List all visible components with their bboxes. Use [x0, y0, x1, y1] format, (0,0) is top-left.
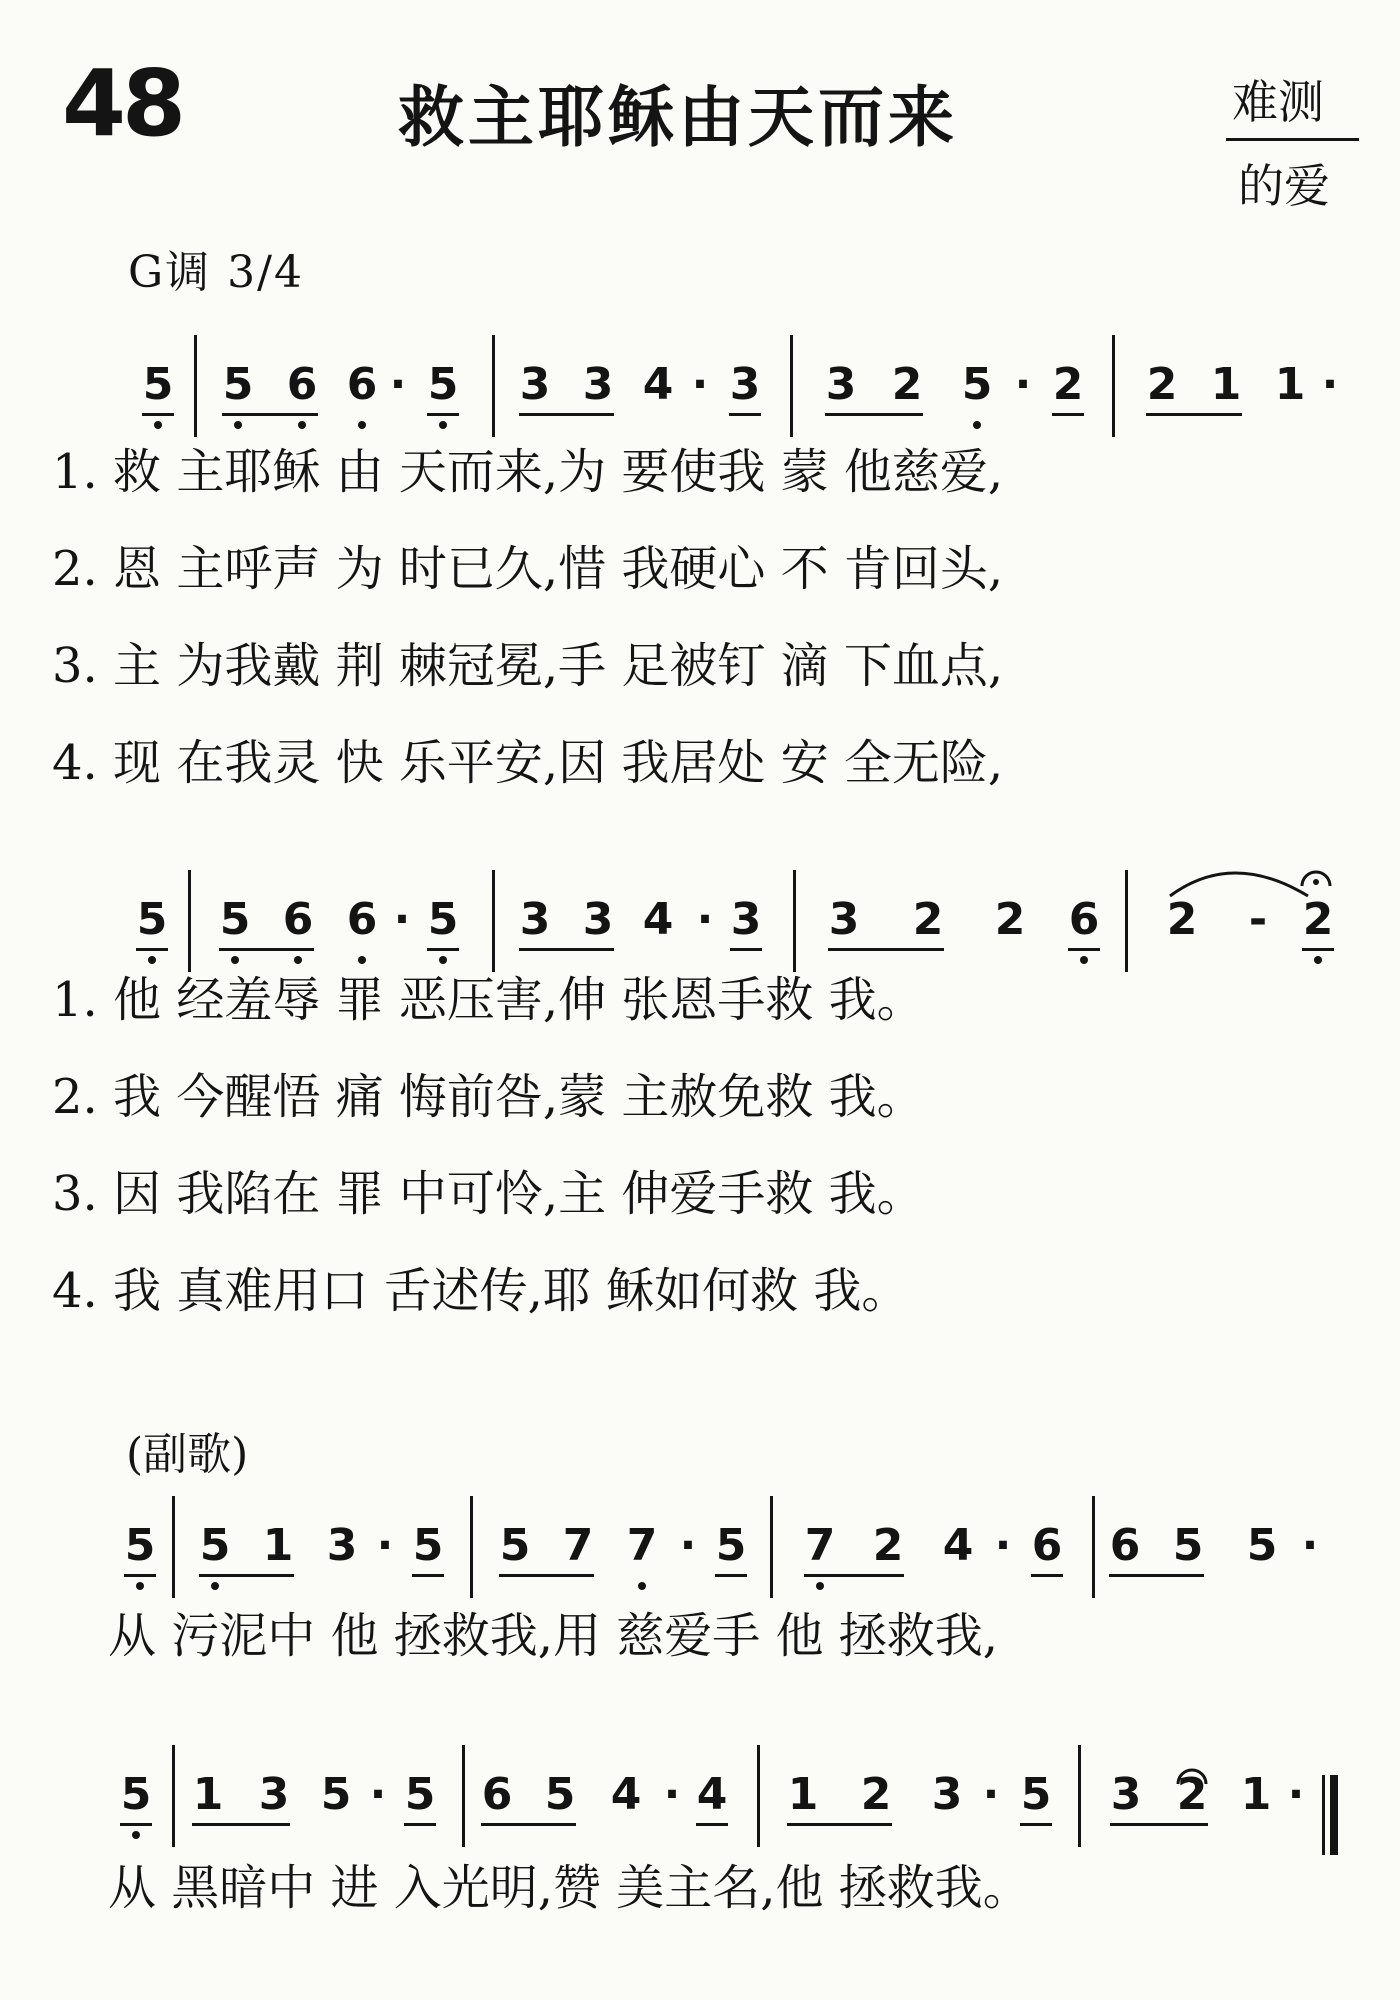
barline [172, 1496, 175, 1598]
note: 2 [891, 359, 923, 410]
beam-underline [481, 1823, 576, 1826]
lyric-line: 3. 主 为我戴 荆 棘冠冕,手 足被钉 滴 下血点, [52, 638, 1004, 694]
note: 5 [1246, 1520, 1278, 1571]
octave-dot [973, 421, 981, 429]
beam-underline [1020, 1823, 1052, 1826]
beam-underline [1031, 1574, 1063, 1577]
barline [188, 870, 191, 972]
barline [1112, 335, 1115, 437]
note: 1 [192, 1769, 224, 1820]
barline [462, 1745, 465, 1847]
dot-duration: · [982, 1769, 1000, 1820]
beam-underline [519, 413, 614, 416]
note: 2 [1302, 894, 1334, 945]
beam-underline [519, 948, 614, 951]
beam-underline [412, 1574, 444, 1577]
beam-underline [120, 1823, 152, 1826]
beam-underline [427, 948, 459, 951]
note: 5 [219, 894, 251, 945]
barline [470, 1496, 473, 1598]
barline [770, 1496, 773, 1598]
octave-dot [234, 421, 242, 429]
beam-underline [730, 948, 762, 951]
note: 6 [282, 894, 314, 945]
beam-underline [1068, 948, 1100, 951]
dash-duration: - [1248, 894, 1268, 945]
lyric-line: 4. 我 真难用口 舌述传,耶 稣如何救 我。 [52, 1263, 910, 1319]
barline [1078, 1745, 1081, 1847]
note: 1 [262, 1520, 294, 1571]
note: 6 [286, 359, 318, 410]
barline [172, 1745, 175, 1847]
dot-duration: · [663, 1769, 681, 1820]
final-barline-thick [1330, 1775, 1338, 1855]
beam-underline [192, 1823, 290, 1826]
note: 3 [519, 359, 551, 410]
note: 1 [1210, 359, 1242, 410]
note: 5 [404, 1769, 436, 1820]
dot-duration: · [994, 1520, 1012, 1571]
lyric-line: 1. 他 经羞辱 罪 恶压害,伸 张恩手救 我。 [52, 972, 925, 1028]
octave-dot [132, 1831, 140, 1839]
note: 5 [544, 1769, 576, 1820]
lyric-line: 3. 因 我陷在 罪 中可怜,主 伸爱手救 我。 [52, 1166, 925, 1222]
note: 4 [642, 894, 674, 945]
note: 6 [1109, 1520, 1141, 1571]
octave-dot [1314, 956, 1322, 964]
note: 5 [427, 894, 459, 945]
note: 3 [258, 1769, 290, 1820]
key-signature: G调 3/4 [128, 247, 304, 298]
dot-duration: · [1321, 359, 1339, 410]
note: 5 [222, 359, 254, 410]
beam-underline [404, 1823, 436, 1826]
octave-dot [136, 1582, 144, 1590]
barline [793, 870, 796, 972]
beam-underline [427, 413, 459, 416]
beam-underline [199, 1574, 294, 1577]
note: 2 [1176, 1769, 1208, 1820]
beam-underline [804, 1574, 904, 1577]
beam-underline [499, 1574, 594, 1577]
lyric-line: 2. 我 今醒悟 痛 悔前咎,蒙 主赦免救 我。 [52, 1069, 925, 1125]
beam-underline [787, 1823, 892, 1826]
dot-duration: · [691, 359, 709, 410]
barline [757, 1745, 760, 1847]
note: 5 [1020, 1769, 1052, 1820]
note: 3 [729, 359, 761, 410]
note: 5 [320, 1769, 352, 1820]
note: 3 [519, 894, 551, 945]
note: 3 [828, 894, 860, 945]
octave-dot [231, 956, 239, 964]
note: 2 [912, 894, 944, 945]
hymn-number: 48 [62, 50, 183, 157]
dot-duration: · [1287, 1769, 1305, 1820]
beam-underline [124, 1574, 156, 1577]
octave-dot [816, 1582, 824, 1590]
dot-duration: · [393, 894, 411, 945]
octave-dot [439, 421, 447, 429]
beam-underline [136, 948, 168, 951]
barline [194, 335, 197, 437]
octave-dot [358, 956, 366, 964]
dot-duration: · [696, 894, 714, 945]
lyric-line: 4. 现 在我灵 快 乐平安,因 我居处 安 全无险, [52, 735, 1004, 791]
note: 7 [562, 1520, 594, 1571]
note: 3 [582, 894, 614, 945]
octave-dot [154, 421, 162, 429]
dot-duration: · [1014, 359, 1032, 410]
dot-duration: · [369, 1769, 387, 1820]
note: 6 [346, 359, 378, 410]
beam-underline [696, 1823, 728, 1826]
note: 6 [1031, 1520, 1063, 1571]
note: 4 [696, 1769, 728, 1820]
tune-name-line1: 难测 [1232, 75, 1324, 129]
beam-underline [715, 1574, 747, 1577]
hymn-title: 救主耶稣由天而来 [398, 79, 958, 156]
note: 4 [642, 359, 674, 410]
beam-underline [1109, 1574, 1204, 1577]
note: 5 [499, 1520, 531, 1571]
dot-duration: · [679, 1520, 697, 1571]
barline [1092, 1496, 1095, 1598]
octave-dot [148, 956, 156, 964]
note: 4 [942, 1520, 974, 1571]
octave-dot [638, 1582, 646, 1590]
dot-duration: · [1301, 1520, 1319, 1571]
barline [790, 335, 793, 437]
lyric-line: 1. 救 主耶稣 由 天而来,为 要使我 蒙 他慈爱, [52, 444, 1004, 500]
beam-underline [828, 948, 944, 951]
barline [492, 870, 495, 972]
beam-underline [222, 413, 318, 416]
octave-dot [358, 421, 366, 429]
beam-underline [1302, 948, 1334, 951]
lyric-line: 2. 恩 主呼声 为 时已久,惜 我硬心 不 肯回头, [52, 541, 1004, 597]
note: 3 [825, 359, 857, 410]
beam-underline [1052, 413, 1084, 416]
octave-dot [439, 956, 447, 964]
note: 1 [787, 1769, 819, 1820]
note: 3 [1110, 1769, 1142, 1820]
note: 5 [412, 1520, 444, 1571]
octave-dot [294, 956, 302, 964]
chorus-label: (副歌) [126, 1429, 249, 1480]
note: 2 [872, 1520, 904, 1571]
note: 5 [136, 894, 168, 945]
note: 3 [730, 894, 762, 945]
note: 1 [1274, 359, 1306, 410]
note: 1 [1240, 1769, 1272, 1820]
note: 2 [994, 894, 1026, 945]
beam-underline [825, 413, 923, 416]
note: 5 [142, 359, 174, 410]
octave-dot [298, 421, 306, 429]
note: 4 [610, 1769, 642, 1820]
octave-dot [1080, 956, 1088, 964]
note: 5 [120, 1769, 152, 1820]
note: 6 [1068, 894, 1100, 945]
note: 2 [1146, 359, 1178, 410]
beam-underline [1110, 1823, 1208, 1826]
note: 5 [961, 359, 993, 410]
note: 5 [124, 1520, 156, 1571]
final-barline-thin [1322, 1775, 1325, 1855]
note: 2 [1052, 359, 1084, 410]
note: 2 [860, 1769, 892, 1820]
note: 5 [199, 1520, 231, 1571]
dot-duration: · [376, 1520, 394, 1571]
beam-underline [1146, 413, 1242, 416]
lyric-line: 从 黑暗中 进 入光明,赞 美主名,他 拯救我。 [108, 1860, 1031, 1916]
beam-underline [219, 948, 314, 951]
tie-mark [1170, 873, 1308, 896]
note: 3 [931, 1769, 963, 1820]
tune-name-line2: 的爱 [1238, 159, 1330, 213]
note: 5 [427, 359, 459, 410]
note: 2 [1166, 894, 1198, 945]
note: 6 [346, 894, 378, 945]
note: 3 [582, 359, 614, 410]
dot-duration: · [389, 359, 407, 410]
octave-dot [211, 1582, 219, 1590]
note: 5 [1172, 1520, 1204, 1571]
fermata-dot [1313, 879, 1319, 885]
beam-underline [142, 413, 174, 416]
barline [1125, 870, 1128, 972]
note: 5 [715, 1520, 747, 1571]
beam-underline [729, 413, 761, 416]
barline [492, 335, 495, 437]
lyric-line: 从 污泥中 他 拯救我,用 慈爱手 他 拯救我, [108, 1608, 999, 1664]
note: 3 [326, 1520, 358, 1571]
note: 6 [481, 1769, 513, 1820]
note: 7 [626, 1520, 658, 1571]
note: 7 [804, 1520, 836, 1571]
